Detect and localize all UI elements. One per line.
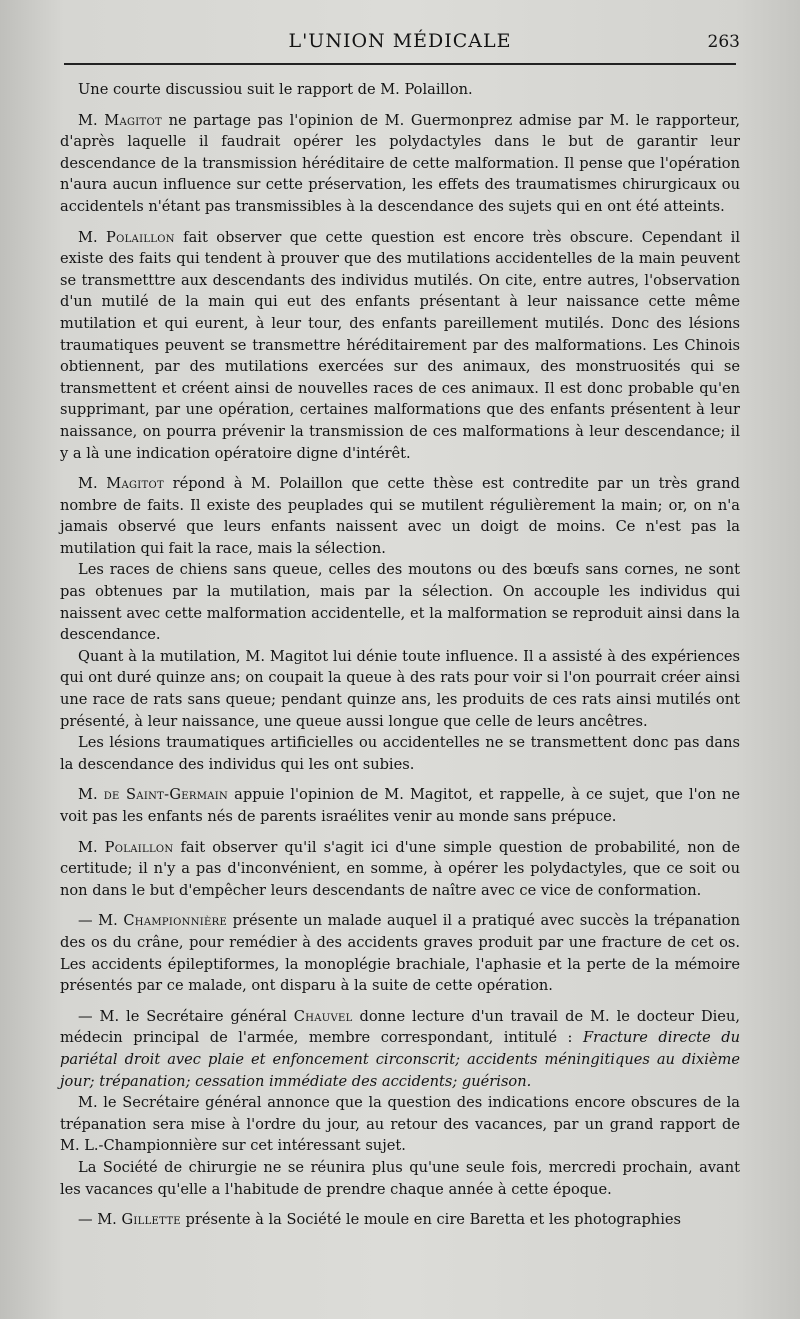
italic-title: Fracture directe du pariétal droit avec plaie et enfoncement circonscrit; accidents méningitiques au dixième jour; trépanation; cessation immédiate des accidents; guérison.	[60, 1029, 740, 1090]
paragraph	[60, 473, 740, 559]
paragraph-text: Quant à la mutilation, M. Magitot lui dénie toute influence. Il a assisté à des expériences qui ont duré quinze ans; on coupait la queue à des rats pour voir si l'on pourrait créer ainsi une race de rats sans queue; pendant quinze ans, les produits de ces rats ainsi mutilés ont présenté, à leur naissance, une queue aussi longue que celle de leurs ancêtres.	[60, 647, 740, 730]
page-header	[60, 28, 740, 58]
paragraph-text: La Société de chirurgie ne se réunira plus qu'une seule fois, mercredi prochain, avant les vacances qu'elle a l'habitude de prendre chaque année à cette époque.	[60, 1158, 740, 1198]
paragraph-text: — M.	[78, 1211, 122, 1229]
speaker-name: de Saint-Germain	[103, 786, 229, 804]
paragraph-text: appuie l'opinion de M. Magitot, et rappelle, à ce sujet, que l'on ne voit pas les enfants nés de parents israélites venir au monde sans prépuce.	[60, 786, 740, 825]
running-title: L'UNION MÉDICALE	[288, 30, 512, 52]
paragraph-text: répond à M. Polaillon que cette thèse est contredite par un très grand nombre de faits. Il existe des peuplades qui se mutilent régulièrement la main; or, on n'a jamais observé que leurs enfants naissent avec un doigt de moins. Ce n'est pas la mutilation qui fait la race, mais la sélection.	[60, 475, 740, 557]
paragraph	[60, 559, 740, 645]
paragraph	[60, 1006, 740, 1092]
paragraph	[60, 646, 740, 732]
paragraph	[60, 784, 740, 827]
paragraph-text: présente à la Société le moule en cire Baretta et les photographies	[180, 1211, 681, 1229]
paragraph	[60, 1092, 740, 1157]
paragraph	[60, 227, 740, 465]
page-number: 263	[707, 32, 740, 52]
paragraph-text: présente un malade auquel il a pratiqué avec succès la trépanation des os du crâne, pour remédier à des accidents graves produit par une fracture de cet os. Les accidents épileptiformes, la monoplégie brachiale, l'aphasie et la perte de la mémoire présentés par ce malade, ont disparu à la suite de cette opération.	[60, 912, 740, 995]
speaker-name: Championnière	[123, 912, 228, 930]
paragraph-text: — M. le Secrétaire général	[78, 1007, 294, 1025]
speaker-name: Magitot	[104, 111, 162, 129]
header-rule	[64, 63, 736, 65]
paragraph	[60, 837, 740, 902]
paragraph-text: fait observer que cette question est encore très obscure. Cependant il existe des faits qui tendent à prouver que des mutilations accidentelles de la main peuvent se transmetttre aux descendants des individus mutilés. On cite, entre autres, l'observation d'un mutilé de la main qui eut des enfants présentant à leur naissance cette même mutilation et qui eurent, à leur tour, des enfants pareillement mutilés. Donc des lésions traumatiques peuvent se transmettre héréditairement par des malformations. Les Chinois obtiennent, par des mutilations exercées sur des animaux, des monstruosités qui se transmettent et créent ainsi de nouvelles races de ces animaux. Il est donc probable qu'en supprimant, par une opération, certaines malformations que des enfants présentent à leur naissance, on pourra prévenir la transmission de ces malformations à leur descendance; il y a là une indication opératoire digne d'intérêt.	[60, 228, 740, 462]
paragraph-text: M.	[78, 838, 105, 856]
article-body	[60, 70, 740, 1231]
paragraph-text: ne partage pas l'opinion de M. Guermonprez admise par M. le rapporteur, d'après laquelle il faudrait opérer les polydactyles dans le but de garantir leur descendance de la transmission héréditaire de cette malformation. Il pense que l'opération n'aura aucun influence sur cette préservation, les effets des traumatismes chirurgicaux ou accidentels n'étant pas transmissibles à la descendance des sujets qui en ont été atteints.	[60, 111, 740, 215]
paragraph-text: M. le Secrétaire général annonce que la question des indications encore obscures de la trépanation sera mise à l'ordre du jour, au retour des vacances, par un grand rapport de M. L.-Championnière sur cet intéressant sujet.	[60, 1094, 740, 1155]
paragraph-text: — M.	[78, 912, 124, 930]
paragraph-text: fait observer qu'il s'agit ici d'une simple question de probabilité, non de certitude; il n'y a pas d'inconvénient, en somme, à opérer les polydactyles, que ce soit ou non dans le but d'empêcher leurs descendants de naître avec ce vice de conformation.	[60, 838, 740, 899]
paragraph	[60, 110, 740, 218]
speaker-name: Polaillon	[106, 228, 175, 246]
paragraph-text: Les lésions traumatiques artificielles ou accidentelles ne se transmettent donc pas dans la descendance des individus qui les ont subies.	[60, 734, 740, 773]
paragraph-text: donne lecture d'un travail de M. le docteur Dieu, médecin principal de l'armée, membre correspondant, intitulé :	[60, 1007, 740, 1047]
paragraph-text: M.	[78, 228, 106, 246]
speaker-name: Polaillon	[104, 838, 174, 856]
paragraph	[60, 1157, 740, 1200]
paragraph-text: Une courte discussiou suit le rapport de M. Polaillon.	[78, 81, 473, 98]
paragraph	[60, 79, 740, 101]
paragraph	[60, 732, 740, 775]
speaker-name: Magitot	[106, 475, 164, 493]
paragraph	[60, 1209, 740, 1231]
speaker-name: Gillette	[121, 1211, 181, 1229]
paragraph-text: M.	[78, 786, 104, 804]
paragraph-text: Les races de chiens sans queue, celles des moutons ou des bœufs sans cornes, ne sont pas obtenues par la mutilation, mais par la sélection. On accouple les individus qui naissent avec cette malformation accidentelle, et la malformation se reproduit ainsi dans la descendance.	[60, 561, 740, 644]
paragraph-text: M.	[78, 111, 105, 129]
speaker-name: Chauvel	[293, 1007, 353, 1025]
paragraph	[60, 910, 740, 996]
paragraph-text: M.	[78, 475, 107, 493]
